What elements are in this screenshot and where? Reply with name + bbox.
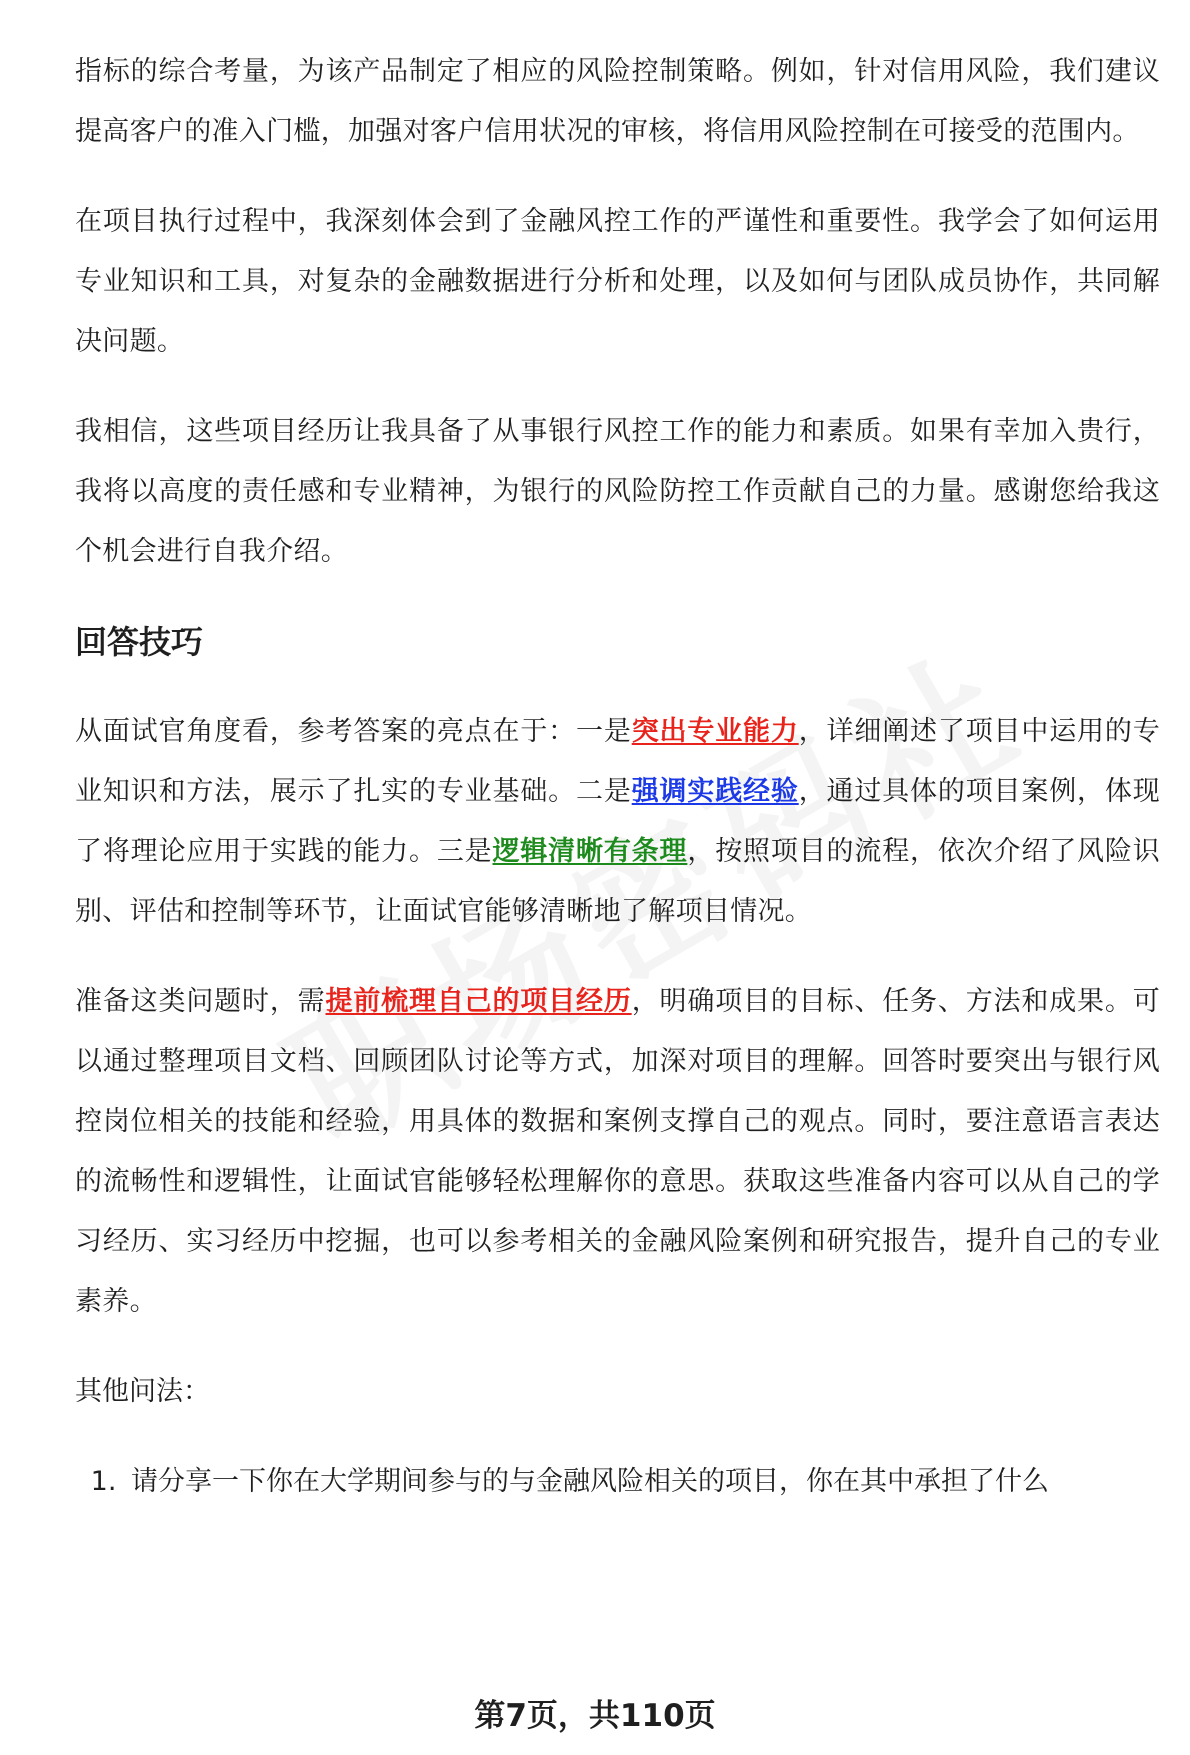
text-segment: ，通过具体的项目案例，体现了将理论应用于实践的能力。三是 bbox=[75, 776, 1161, 867]
highlight-professional-ability: 突出专业能力 bbox=[631, 716, 799, 747]
paragraph-3: 我相信，这些项目经历让我具备了从事银行风控工作的能力和素质。如果有幸加入贵行，我将以高度的责任感和专业精神，为银行的风险防控工作贡献自己的力量。感谢您给我这个机会进行自我介绍。 bbox=[75, 416, 1160, 567]
text-segment: ，详细阐述了项目中运用的专业知识和方法，展示了扎实的专业基础。二是 bbox=[75, 716, 1161, 807]
document-body bbox=[75, 42, 1160, 1512]
highlight-project-review: 提前梳理自己的项目经历 bbox=[325, 986, 632, 1017]
page-footer: 第7页，共110页 bbox=[474, 1698, 716, 1734]
list-item: 1. 请分享一下你在大学期间参与的与金融风险相关的项目，你在其中承担了什么 bbox=[125, 1452, 1160, 1512]
text-segment: 准备这类问题时，需 bbox=[75, 986, 326, 1017]
other-questions-list bbox=[75, 1452, 1160, 1512]
tips-paragraph-2 bbox=[75, 972, 1160, 1332]
other-questions-label: 其他问法： bbox=[75, 1376, 210, 1407]
text-segment: ，按照项目的流程，依次介绍了风险识别、评估和控制等环节，让面试官能够清晰地了解项目情况。 bbox=[75, 836, 1160, 927]
text-segment: 从面试官角度看，参考答案的亮点在于：一是 bbox=[75, 716, 632, 747]
highlight-clear-logic: 逻辑清晰有条理 bbox=[492, 836, 688, 867]
paragraph-2: 在项目执行过程中，我深刻体会到了金融风控工作的严谨性和重要性。我学会了如何运用专业知识和工具，对复杂的金融数据进行分析和处理，以及如何与团队成员协作，共同解决问题。 bbox=[75, 206, 1160, 357]
text-segment: ，明确项目的目标、任务、方法和成果。可以通过整理项目文档、回顾团队讨论等方式，加深对项目的理解。回答时要突出与银行风控岗位相关的技能和经验，用具体的数据和案例支撑自己的观点。同时，要注意语言表达的流畅性和逻辑性，让面试官能够轻松理解你的意思。获取这些准备内容可以从自己的学习经历、实习经历中挖掘，也可以参考相关的金融风险案例和研究报告，提升自己的专业素养。 bbox=[75, 986, 1160, 1317]
section-title: 回答技巧 bbox=[75, 623, 204, 661]
paragraph-1: 指标的综合考量，为该产品制定了相应的风险控制策略。例如，针对信用风险，我们建议提高客户的准入门槛，加强对客户信用状况的审核，将信用风险控制在可接受的范围内。 bbox=[75, 56, 1160, 147]
highlight-practical-experience: 强调实践经验 bbox=[631, 776, 799, 807]
tips-paragraph-1 bbox=[75, 702, 1160, 942]
